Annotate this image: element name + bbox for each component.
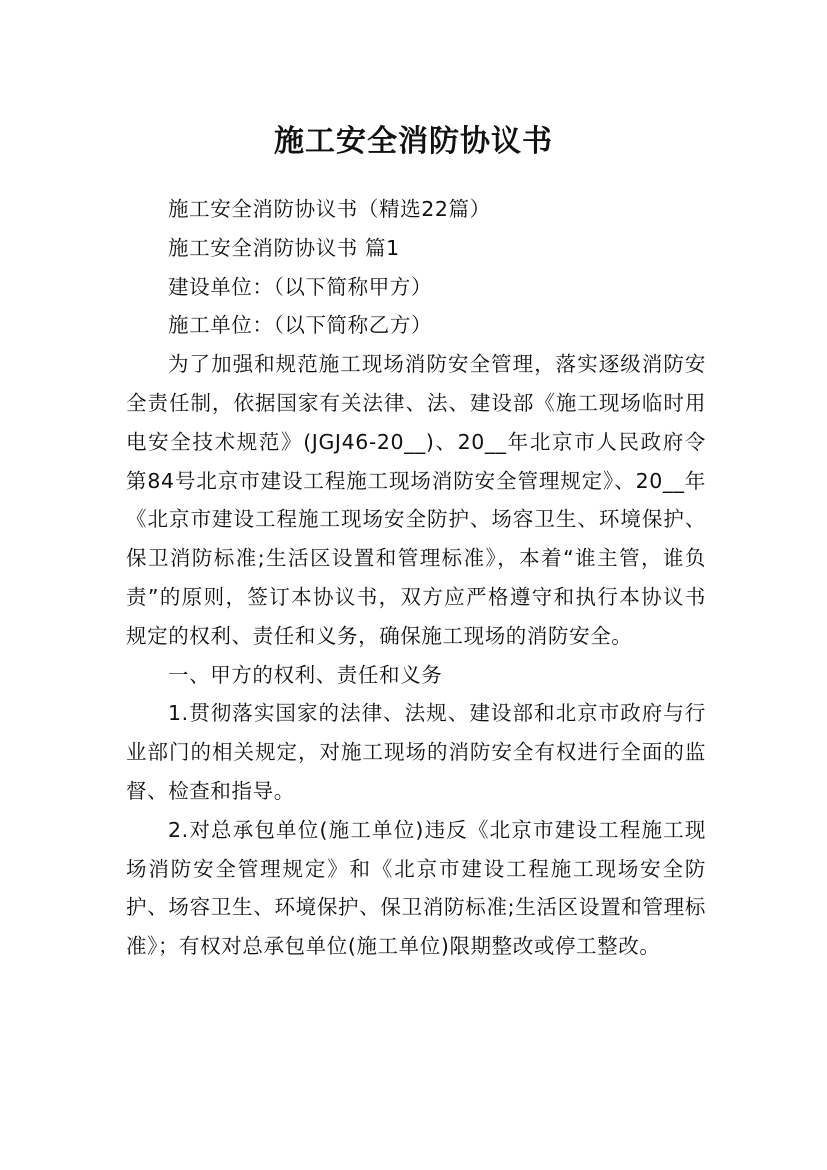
- document-body: [126, 190, 706, 966]
- paragraph-subtitle: 施工安全消防协议书（精选22篇）: [168, 197, 491, 221]
- paragraph-heading-party-a-rights: 一、甲方的权利、责任和义务: [168, 662, 443, 687]
- paragraph-party-b: 施工单位：（以下简称乙方）: [168, 313, 433, 338]
- paragraph-clause-1: 1.贯彻落实国家的法律、法规、建设部和北京市政府与行业部门的相关规定，对施工现场的消防安全有权进行全面的监督、检查和指导。: [126, 701, 706, 803]
- paragraph-preamble: 为了加强和规范施工现场消防安全管理，落实逐级消防安全责任制，依据国家有关法律、法、建设部《施工现场临时用电安全技术规范》(JGJ46-20__)、20__年北京市人民政府令第84号北京市建设工程施工现场消防安全管理规定》、20__年《北京市建设工程施工现场安全防护、场容卫生、环境保护、保卫消防标准;生活区设置和管理标准》，本着“谁主管，谁负责”的原则，签订本协议书，双方应严格遵守和执行本协议书规定的权利、责任和义务，确保施工现场的消防安全。: [126, 352, 706, 648]
- paragraph-section-heading: 施工安全消防协议书 篇1: [168, 235, 400, 260]
- paragraph-clause-2: 2.对总承包单位(施工单位)违反《北京市建设工程施工现场消防安全管理规定》和《北京市建设工程施工现场安全防护、场容卫生、环境保护、保卫消防标准;生活区设置和管理标准》；有权对总承包单位(施工单位)限期整改或停工整改。: [126, 817, 706, 959]
- document-title: 施工安全消防协议书: [274, 124, 553, 160]
- paragraph-party-a: 建设单位：（以下简称甲方）: [168, 274, 433, 299]
